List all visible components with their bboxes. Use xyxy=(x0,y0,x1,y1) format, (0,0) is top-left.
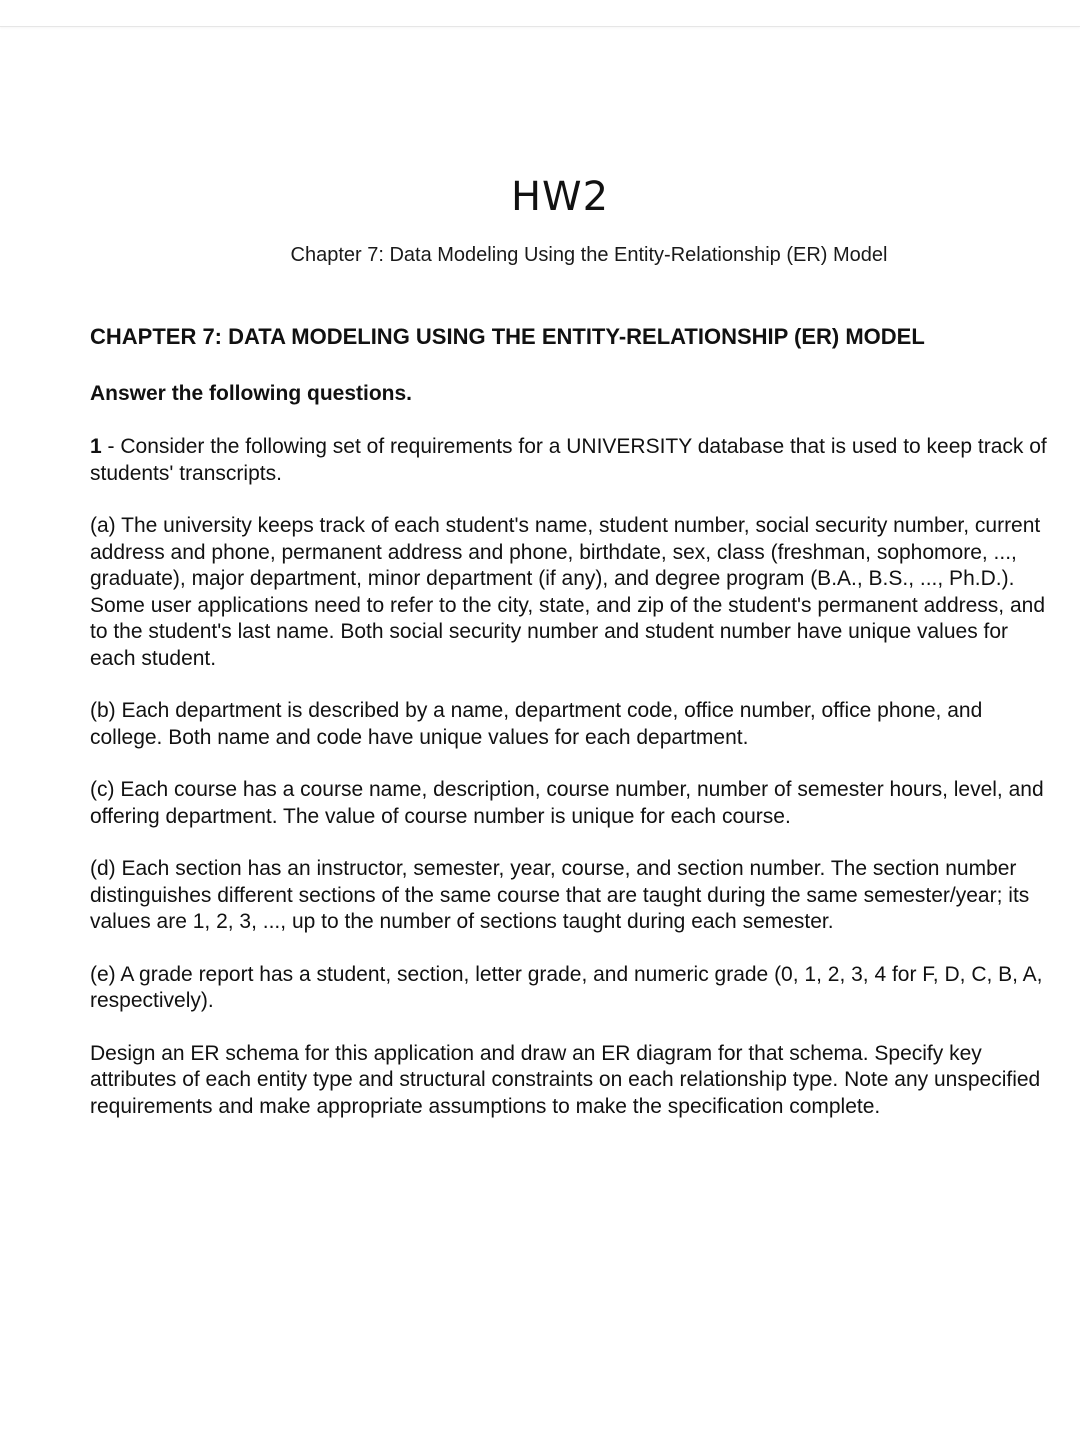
document-title: HW2 xyxy=(510,174,610,220)
question-intro-text: - Consider the following set of requirements for a UNIVERSITY database that is used to keep track of students' transcripts. xyxy=(90,435,1047,485)
requirement-e: (e) A grade report has a student, section, letter grade, and numeric grade (0, 1, 2, 3, 4 for F, D, C, B, A, respectively). xyxy=(90,962,1043,1012)
chapter-heading: CHAPTER 7: DATA MODELING USING THE ENTITY-RELATIONSHIP (ER) MODEL xyxy=(90,324,925,349)
instruction-text: Answer the following questions. xyxy=(90,382,413,405)
requirement-c: (c) Each course has a course name, description, course number, number of semester hours, level, and offering department. The value of course number is unique for each course. xyxy=(90,778,1044,828)
requirement-d: (d) Each section has an instructor, semester, year, course, and section number. The section number distinguishes different sections of the same course that are taught during the same semester/year; its values are 1, 2, 3, ..., up to the number of sections taught during each semester. xyxy=(90,857,1030,933)
viewer-top-bar xyxy=(0,0,1080,27)
document-subtitle: Chapter 7: Data Modeling Using the Entity-Relationship (ER) Model xyxy=(290,244,888,266)
document-body xyxy=(90,322,1050,1146)
question-number: 1 xyxy=(90,435,102,458)
requirement-a: (a) The university keeps track of each student's name, student number, social security number, current address and phone, permanent address and phone, birthdate, sex, class (freshman, sophomore, ..., graduate), major department, minor department (if any), and degree program (B.A., B.S., ..., Ph.D.). Some user applications need to refer to the city, state, and zip of the student's permanent address, and to the student's last name. Both social security number and student number have unique values for each student. xyxy=(90,514,1046,670)
question-intro xyxy=(90,434,1050,487)
requirement-b: (b) Each department is described by a name, department code, office number, office phone, and college. Both name and code have unique values for each department. xyxy=(90,699,983,749)
task-instructions: Design an ER schema for this application and draw an ER diagram for that schema. Specify key attributes of each entity type and structural constraints on each relationship type. Note any unspecified requirements and make appropriate assumptions to make the specification complete. xyxy=(90,1041,1041,1118)
